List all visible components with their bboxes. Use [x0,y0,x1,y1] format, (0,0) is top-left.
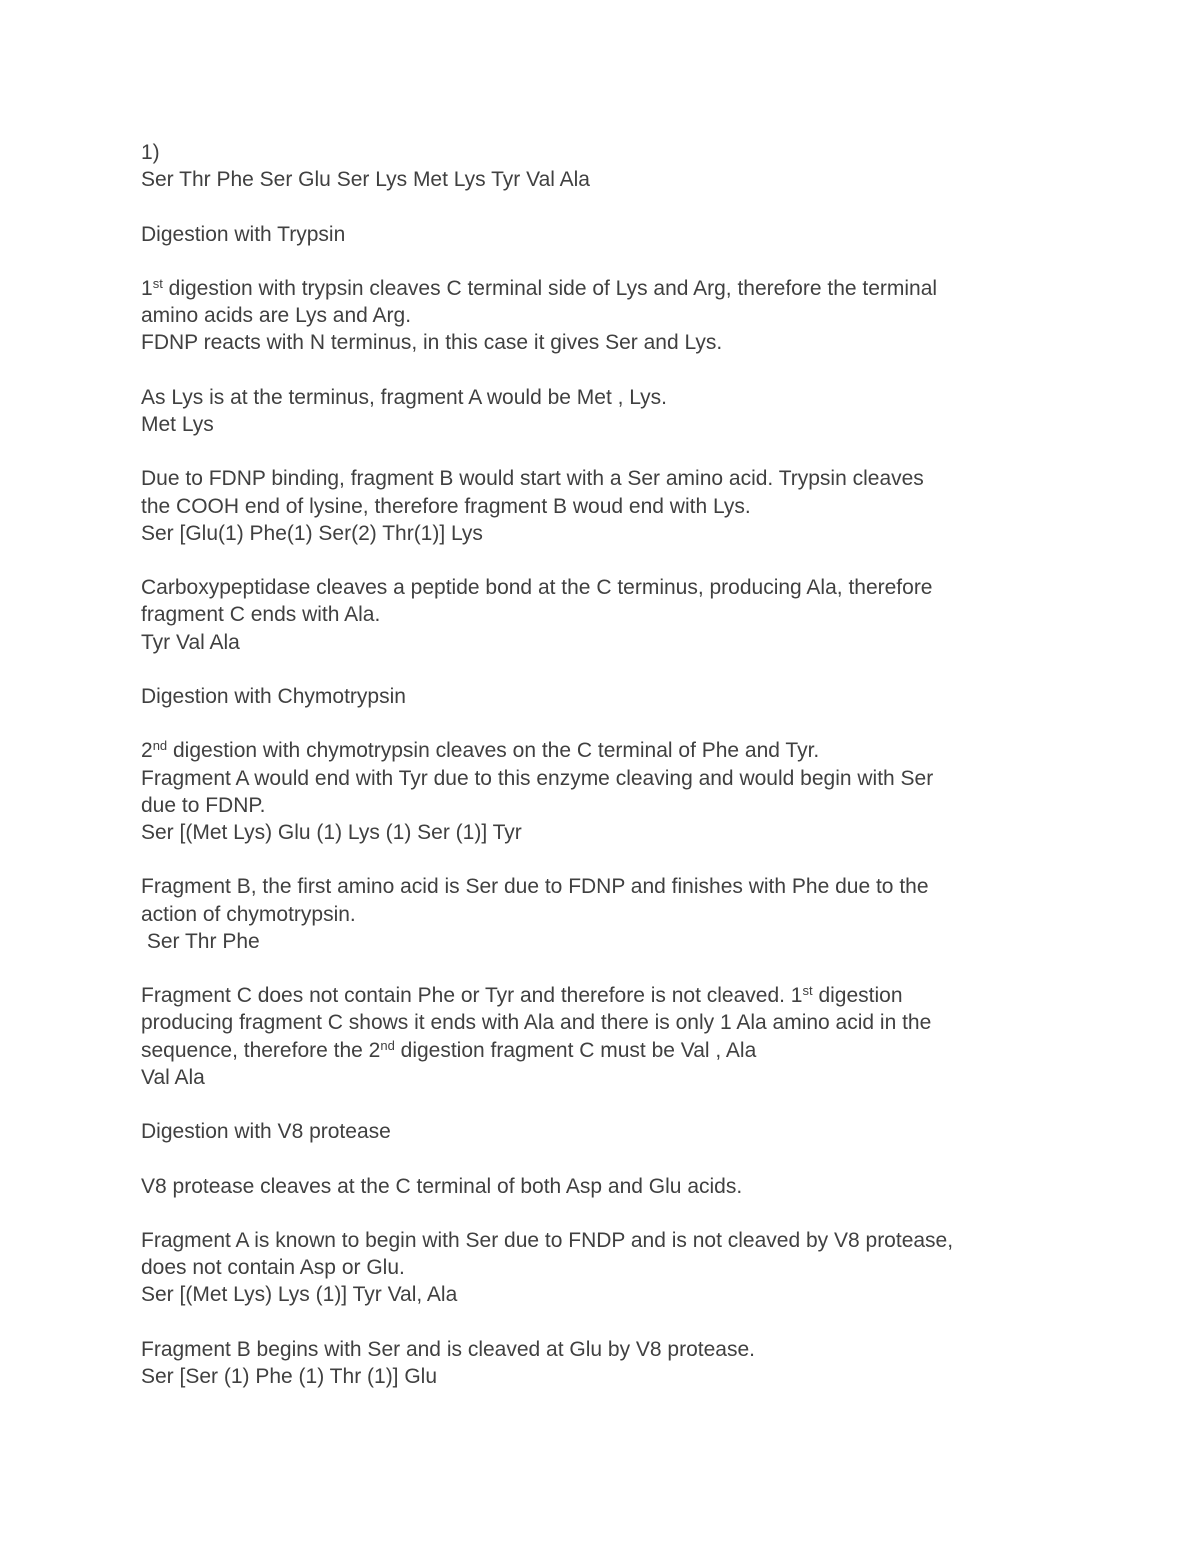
trypsin-paragraph-3-line-1: Due to FDNP binding, fragment B would start with a Ser amino acid. Trypsin cleaves [141,467,924,491]
chymotrypsin-paragraph-1-line-1 [141,737,1071,764]
blank-line [141,710,1071,737]
trypsin-paragraph-3-line-2: the COOH end of lysine, therefore fragment B woud end with Lys. [141,494,751,518]
trypsin-heading: Digestion with Trypsin [141,222,346,246]
trypsin-paragraph-4-line-1: Carboxypeptidase cleaves a peptide bond at the C terminus, producing Ala, therefore [141,576,933,600]
blank-line [141,1091,1071,1118]
chymotrypsin-paragraph-2-line-1: Fragment B, the first amino acid is Ser due to FDNP and finishes with Phe due to the [141,875,929,899]
blank-line [141,955,1071,982]
chymotrypsin-paragraph-3-line-3 [141,1037,1071,1064]
v8-paragraph-2-line-1: Fragment A is known to begin with Ser due to FNDP and is not cleaved by V8 protease, [141,1228,954,1252]
fragment-c-sequence: Val Ala [141,1065,205,1089]
trypsin-paragraph-2-line-1: As Lys is at the terminus, fragment A would be Met , Lys. [141,385,668,409]
trypsin-paragraph-1-line-3: FDNP reacts with N terminus, in this case it gives Ser and Lys. [141,331,723,355]
v8-paragraph-2-line-2: does not contain Asp or Glu. [141,1256,405,1280]
blank-line [141,248,1071,275]
fragment-c-sequence: Tyr Val Ala [141,630,240,654]
ordinal-suffix: st [802,983,813,999]
blank-line [141,1200,1071,1227]
blank-line [141,438,1071,465]
chymotrypsin-heading: Digestion with Chymotrypsin [141,684,406,708]
v8-heading: Digestion with V8 protease [141,1120,391,1144]
chymotrypsin-paragraph-1-line-2: Fragment A would end with Tyr due to this enzyme cleaving and would begin with Ser [141,766,934,790]
blank-line [141,656,1071,683]
text-run: digestion with chymotrypsin cleaves on the C terminal of Phe and Tyr. [167,739,820,763]
fragment-b-sequence: Ser [Ser (1) Phe (1) Thr (1)] Glu [141,1364,438,1388]
ordinal-number: 2 [141,739,153,763]
blank-line [141,846,1071,873]
ordinal-suffix: st [152,275,163,291]
chymotrypsin-paragraph-2-line-2: action of chymotrypsin. [141,902,356,926]
chymotrypsin-paragraph-3-line-1 [141,982,1071,1009]
text-run: digestion fragment C must be Val , Ala [394,1038,757,1062]
blank-line [141,547,1071,574]
text-run: sequence, therefore the 2 [141,1038,381,1062]
trypsin-paragraph-1-line-2: amino acids are Lys and Arg. [141,304,412,328]
blank-line [141,193,1071,220]
blank-line [141,1309,1071,1336]
fragment-a-sequence: Ser [(Met Lys) Glu (1) Lys (1) Ser (1)] Tyr [141,820,522,844]
trypsin-paragraph-1-line-1 [141,275,1071,302]
fragment-a-sequence: Met Lys [141,412,214,436]
ordinal-number: 1 [141,276,153,300]
document-body [141,139,1071,1390]
v8-paragraph-1: V8 protease cleaves at the C terminal of both Asp and Glu acids. [141,1174,743,1198]
fragment-b-sequence: Ser [Glu(1) Phe(1) Ser(2) Thr(1)] Lys [141,521,483,545]
question-number: 1) [141,141,160,164]
v8-paragraph-3-line-1: Fragment B begins with Ser and is cleaved at Glu by V8 protease. [141,1337,755,1361]
chymotrypsin-paragraph-3-line-2: producing fragment C shows it ends with Ala and there is only 1 Ala amino acid in the [141,1011,932,1035]
blank-line [141,357,1071,384]
text-run: digestion [812,984,903,1008]
text-run: Fragment C does not contain Phe or Tyr and therefore is not cleaved. 1 [141,984,803,1008]
text-run: digestion with trypsin cleaves C terminal side of Lys and Arg, therefore the terminal [162,276,938,300]
chymotrypsin-paragraph-1-line-3: due to FDNP. [141,793,266,817]
fragment-b-sequence: Ser Thr Phe [141,929,260,953]
ordinal-suffix: nd [380,1037,395,1053]
blank-line [141,1145,1071,1172]
peptide-sequence: Ser Thr Phe Ser Glu Ser Lys Met Lys Tyr Val Ala [141,168,590,192]
fragment-a-sequence: Ser [(Met Lys) Lys (1)] Tyr Val, Ala [141,1283,458,1307]
ordinal-suffix: nd [152,738,168,754]
trypsin-paragraph-4-line-2: fragment C ends with Ala. [141,603,381,627]
